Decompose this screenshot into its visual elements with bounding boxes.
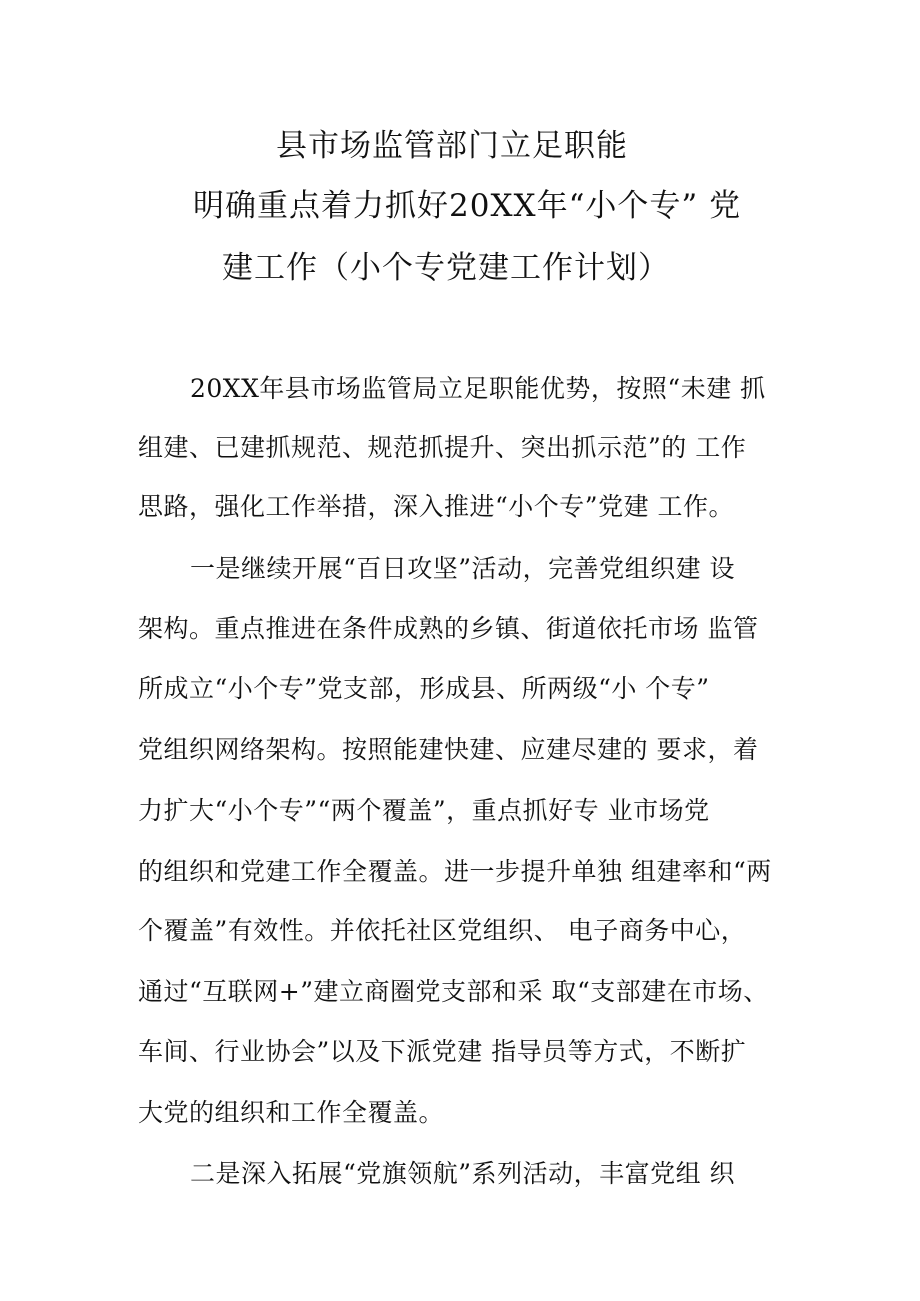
body-line: 20XX年县市场监管局立足职能优势，按照“未建 抓 <box>190 374 766 403</box>
body-line: 通过“互联网+”建立商圈党支部和采 取“支部建在市场、 <box>138 977 769 1006</box>
title-line-3: 建工作（小个专党建工作计划） <box>222 250 670 286</box>
title-line-2: 明确重点着力抓好20XX年“小个专” 党 <box>193 188 742 224</box>
body-line: 的组织和党建工作全覆盖。进一步提升单独 组建率和“两 <box>138 857 772 886</box>
body-line: 力扩大“小个专”“两个覆盖”，重点抓好专 业市场党 <box>138 796 710 825</box>
body-line: 思路，强化工作举措，深入推进“小个专”党建 工作。 <box>138 492 735 521</box>
body-line: 大党的组织和工作全覆盖。 <box>138 1098 445 1127</box>
body-line: 架构。重点推进在条件成熟的乡镇、街道依托市场 监管 <box>138 614 759 643</box>
body-line: 党组织网络架构。按照能建快建、应建尽建的 要求，着 <box>138 735 759 764</box>
body-line: 二是深入拓展“党旗领航”系列活动，丰富党组 织 <box>190 1159 736 1188</box>
body-line: 车间、行业协会”以及下派党建 指导员等方式，不断扩 <box>138 1037 747 1066</box>
body-line: 一是继续开展“百日攻坚”活动，完善党组织建 设 <box>190 554 736 583</box>
body-line: 所成立“小个专”党支部，形成县、所两级“小 个专” <box>138 674 710 703</box>
body-line: 组建、已建抓规范、规范抓提升、突出抓示范”的 工作 <box>138 433 747 462</box>
title-line-1: 县市场监管部门立足职能 <box>276 128 628 164</box>
body-line: 个覆盖”有效性。并依托社区党组织、 电子商务中心， <box>138 916 747 945</box>
